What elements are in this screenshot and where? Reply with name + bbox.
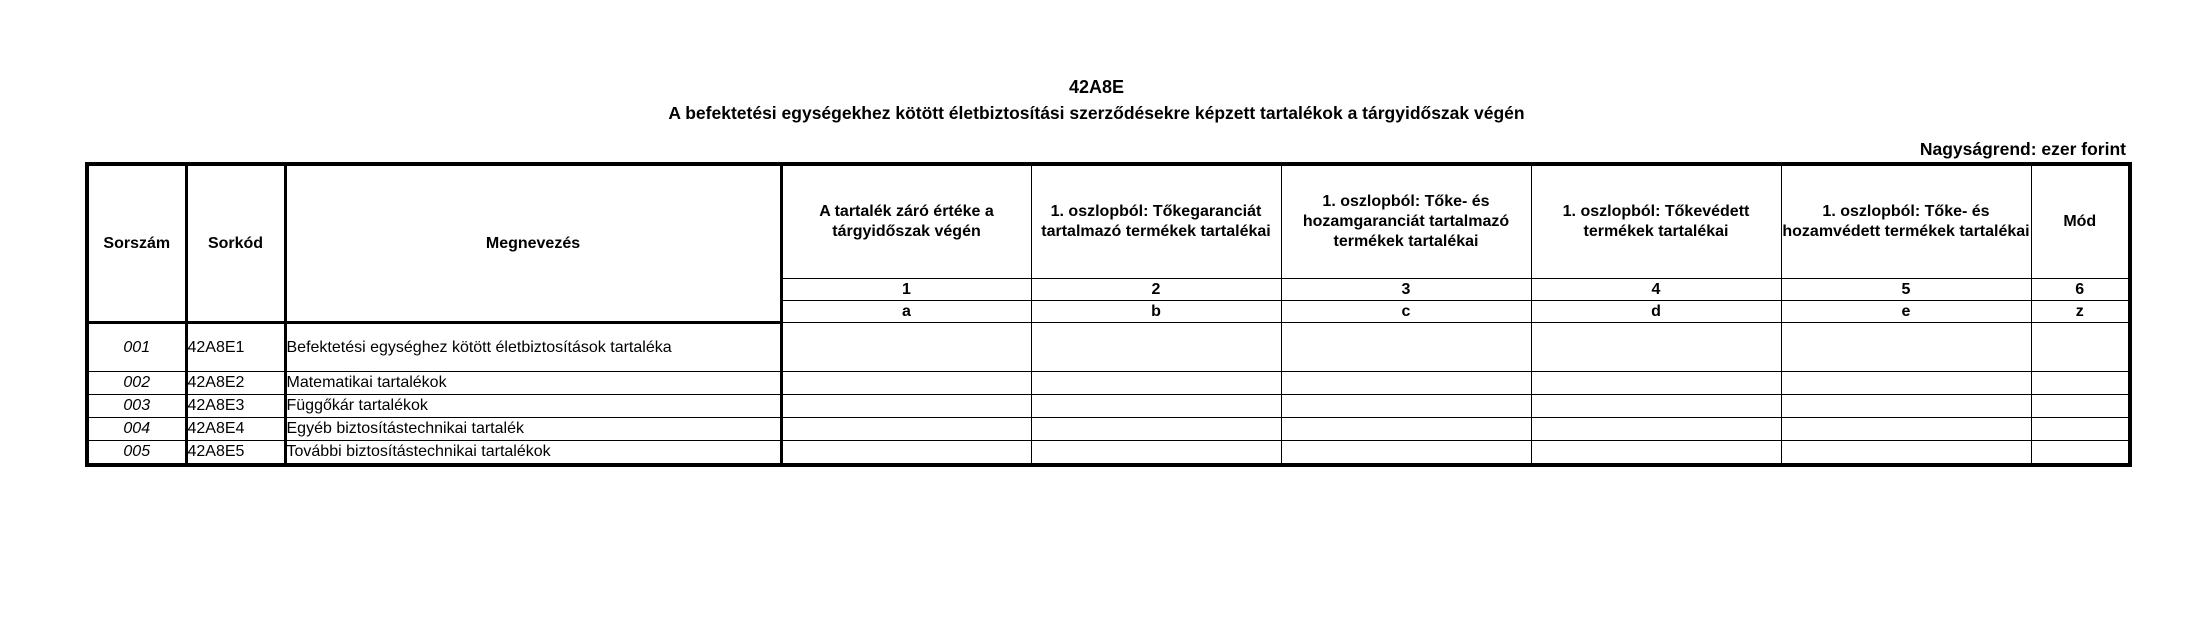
row-name: Matematikai tartalékok [285, 372, 781, 395]
data-cell[interactable] [1031, 395, 1281, 418]
row-code: 42A8E1 [186, 323, 285, 372]
row-number: 002 [87, 372, 186, 395]
column-number: 1 [781, 279, 1031, 301]
data-cell[interactable] [781, 372, 1031, 395]
header-col-5: 1. oszlopból: Tőke- és hozamvédett termékek tartalékai [1781, 164, 2031, 279]
column-number: 6 [2031, 279, 2130, 301]
header-col-2: 1. oszlopból: Tőkegaranciát tartalmazó termékek tartalékai [1031, 164, 1281, 279]
table-row [87, 441, 2130, 466]
table-row [87, 323, 2130, 372]
data-cell[interactable] [1531, 395, 1781, 418]
row-number: 005 [87, 441, 186, 466]
data-cell[interactable] [1281, 441, 1531, 466]
row-number: 004 [87, 418, 186, 441]
row-name: Függőkár tartalékok [285, 395, 781, 418]
column-number: 3 [1281, 279, 1531, 301]
header-col-6: Mód [2031, 164, 2130, 279]
column-number: 5 [1781, 279, 2031, 301]
row-code: 42A8E4 [186, 418, 285, 441]
column-letter: c [1281, 301, 1531, 323]
table-row [87, 418, 2130, 441]
data-cell[interactable] [1031, 441, 1281, 466]
row-name: Egyéb biztosítástechnikai tartalék [285, 418, 781, 441]
page-title: A befektetési egységekhez kötött életbiztosítási szerződésekre képzett tartalékok a tárgyidőszak végén [668, 103, 1525, 123]
data-cell[interactable] [1781, 395, 2031, 418]
data-cell[interactable] [1781, 441, 2031, 466]
data-cell[interactable] [2031, 372, 2130, 395]
data-cell[interactable] [781, 323, 1031, 372]
header-sorszam: Sorszám [87, 164, 186, 323]
column-number: 2 [1031, 279, 1281, 301]
row-code: 42A8E2 [186, 372, 285, 395]
data-cell[interactable] [1281, 395, 1531, 418]
data-cell[interactable] [1531, 418, 1781, 441]
table-row [87, 372, 2130, 395]
column-letter: e [1781, 301, 2031, 323]
data-cell[interactable] [1281, 372, 1531, 395]
form-code: 42A8E [1068, 77, 1125, 97]
data-cell[interactable] [2031, 441, 2130, 466]
row-number: 003 [87, 395, 186, 418]
data-cell[interactable] [1531, 323, 1781, 372]
header-megnevezes: Megnevezés [285, 164, 781, 323]
data-cell[interactable] [1781, 418, 2031, 441]
row-name: További biztosítástechnikai tartalékok [285, 441, 781, 466]
data-cell[interactable] [2031, 323, 2130, 372]
data-cell[interactable] [1531, 441, 1781, 466]
column-letter: d [1531, 301, 1781, 323]
data-cell[interactable] [1031, 323, 1281, 372]
row-number: 001 [87, 323, 186, 372]
data-cell[interactable] [2031, 395, 2130, 418]
unit-note: Nagyságrend: ezer forint [1919, 139, 2126, 159]
row-name: Befektetési egységhez kötött életbiztosítások tartaléka [285, 323, 781, 372]
header-col-3: 1. oszlopból: Tőke- és hozamgaranciát tartalmazó termékek tartalékai [1281, 164, 1531, 279]
header-sorkod: Sorkód [186, 164, 285, 323]
column-letter: b [1031, 301, 1281, 323]
data-cell[interactable] [1781, 372, 2031, 395]
data-cell[interactable] [2031, 418, 2130, 441]
data-cell[interactable] [1031, 418, 1281, 441]
table-row [87, 395, 2130, 418]
data-cell[interactable] [781, 418, 1031, 441]
data-cell[interactable] [1281, 418, 1531, 441]
data-cell[interactable] [1031, 372, 1281, 395]
column-number: 4 [1531, 279, 1781, 301]
header-col-4: 1. oszlopból: Tőkevédett termékek tartalékai [1531, 164, 1781, 279]
data-cell[interactable] [781, 441, 1031, 466]
row-code: 42A8E3 [186, 395, 285, 418]
header-col-1: A tartalék záró értéke a tárgyidőszak végén [781, 164, 1031, 279]
report-table [85, 162, 2132, 467]
column-letter: z [2031, 301, 2130, 323]
data-cell[interactable] [1781, 323, 2031, 372]
data-cell[interactable] [1281, 323, 1531, 372]
column-letter: a [781, 301, 1031, 323]
row-code: 42A8E5 [186, 441, 285, 466]
data-cell[interactable] [1531, 372, 1781, 395]
data-cell[interactable] [781, 395, 1031, 418]
